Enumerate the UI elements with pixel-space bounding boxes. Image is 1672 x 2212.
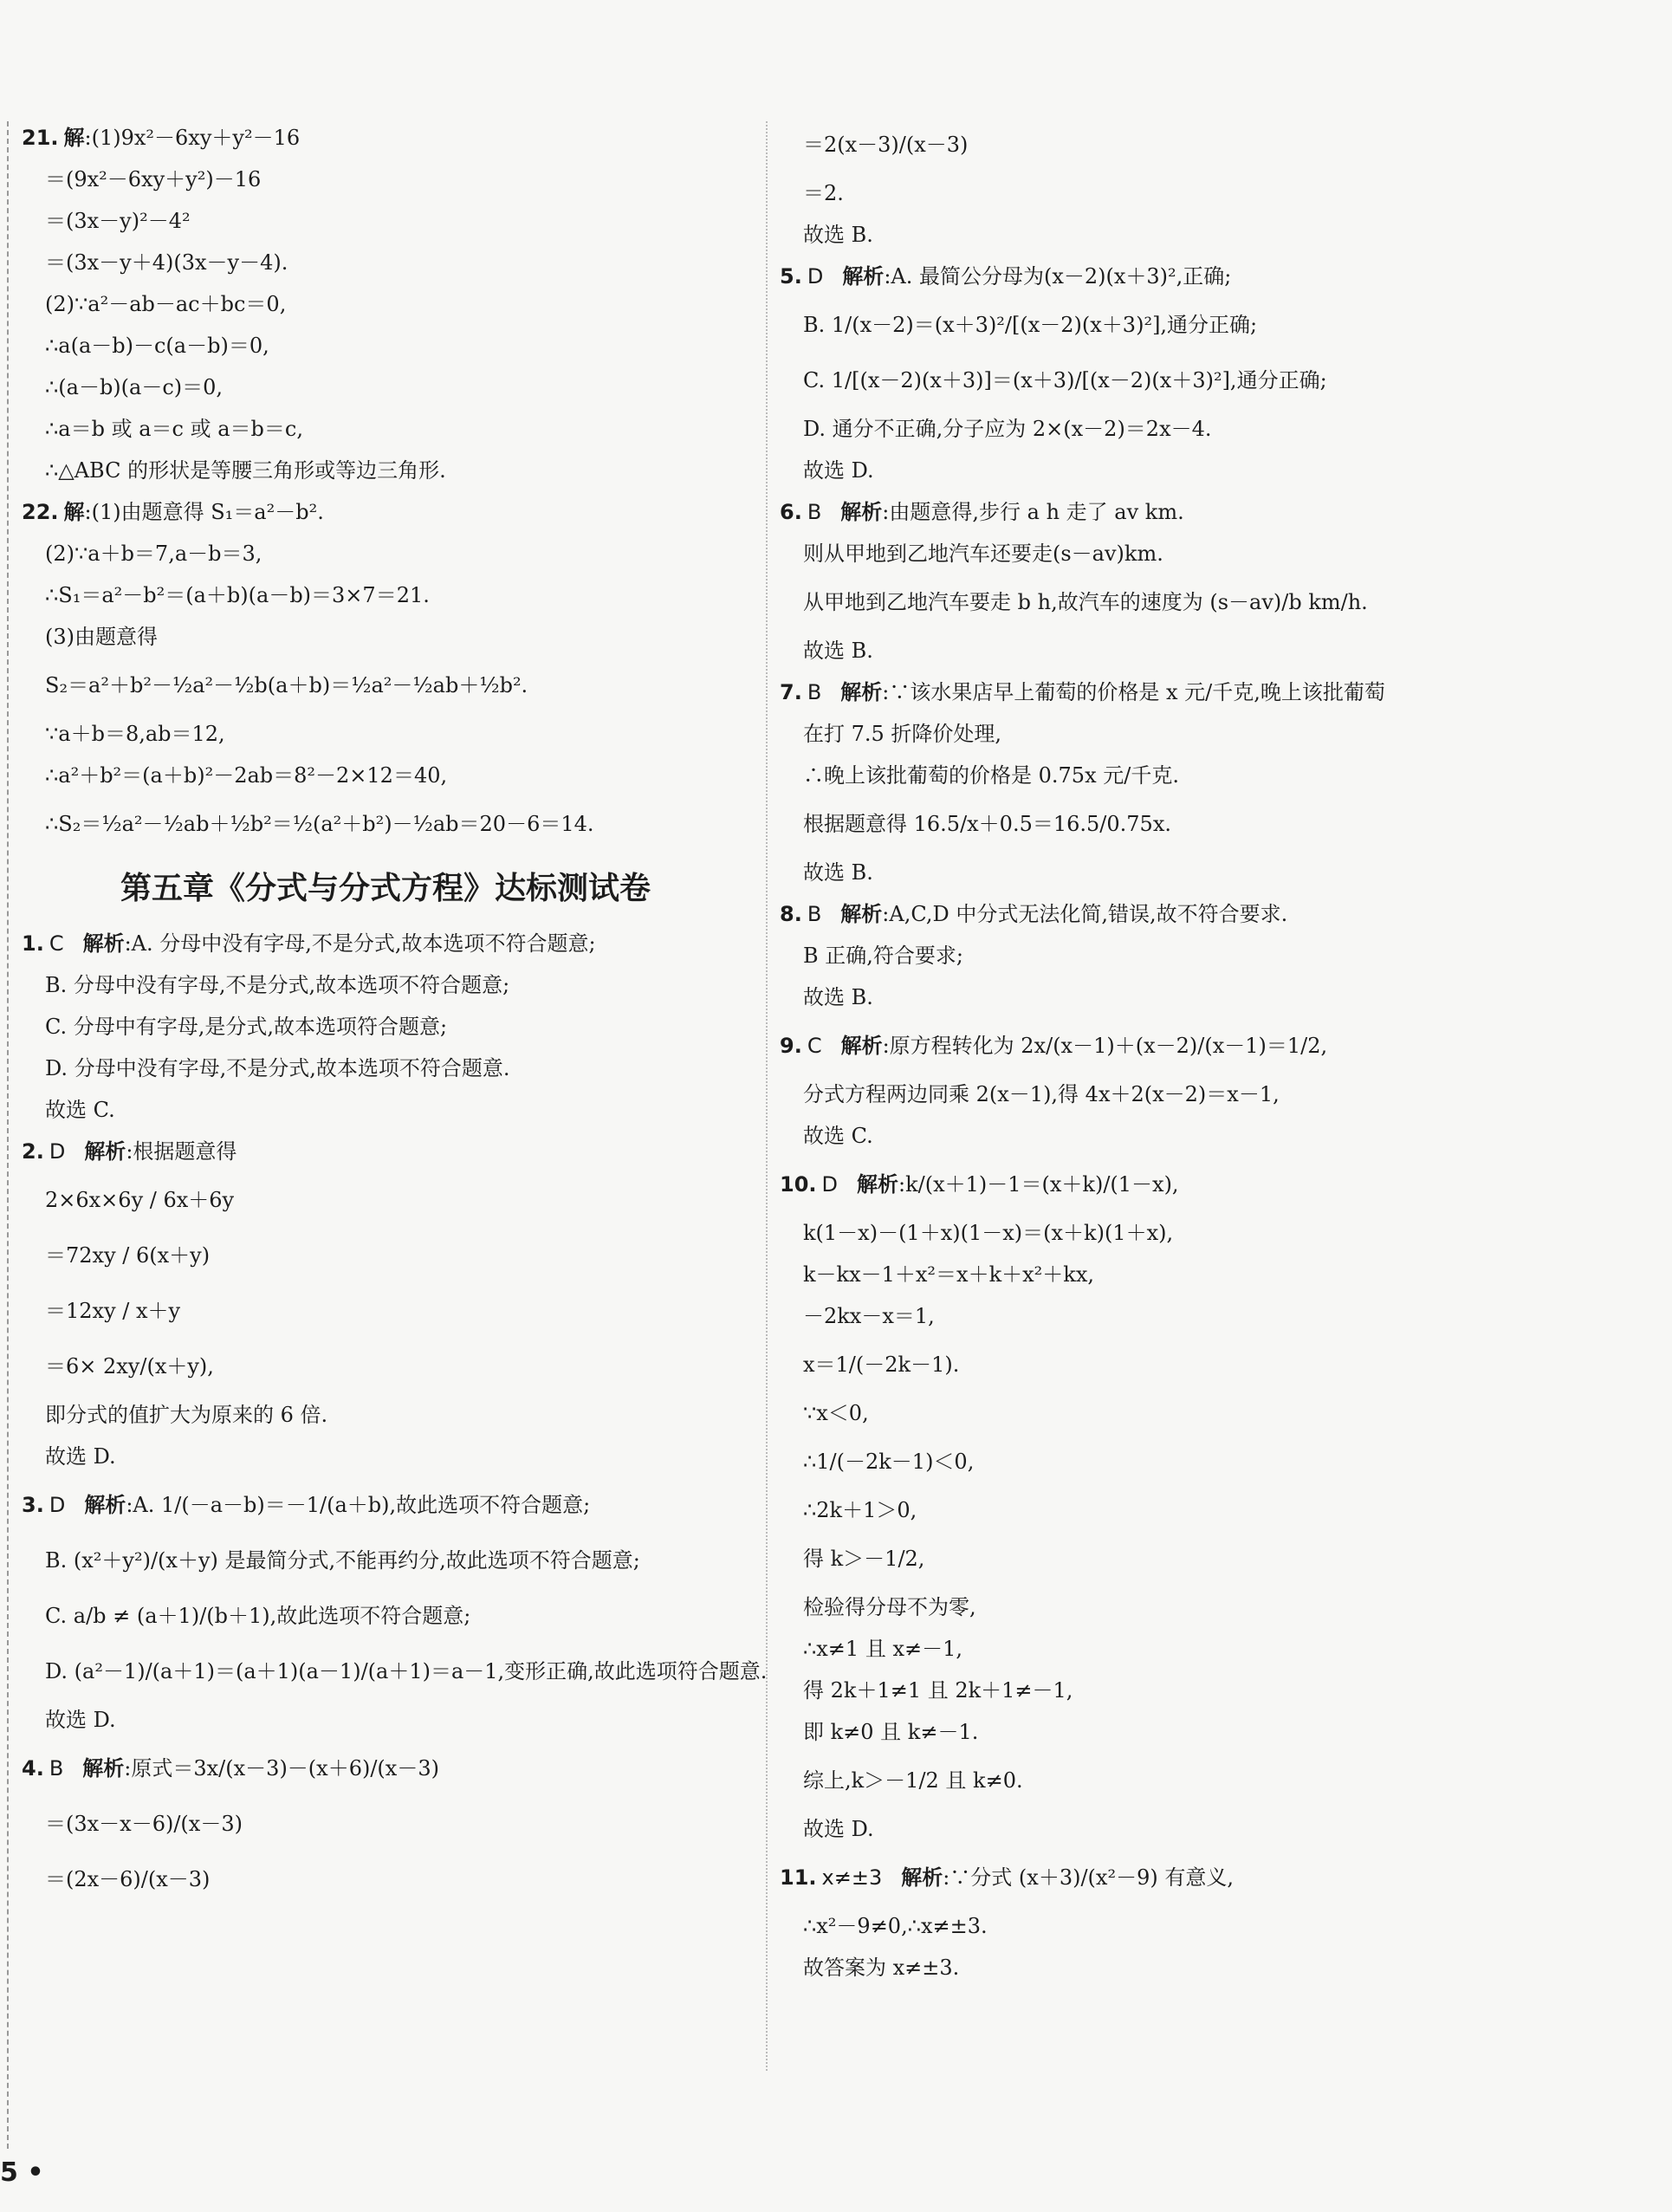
right-column xyxy=(780,117,1646,1988)
solution-line: 故选 C. xyxy=(45,1098,115,1122)
solution-line: 从甲地到乙地汽车要走 b h,故汽车的速度为 (s－av)/b km/h. xyxy=(803,590,1368,614)
question-5 xyxy=(780,256,1646,491)
solution-line: 综上,k＞－1/2 且 k≠0. xyxy=(803,1768,1023,1793)
solution-line: B. 分母中没有字母,不是分式,故本选项不符合题意; xyxy=(45,973,510,997)
solution-line: ∵a＋b＝8,ab＝12, xyxy=(45,722,225,746)
solution-line: B. (x²＋y²)/(x＋y) 是最简分式,不能再约分,故此选项不符合题意; xyxy=(45,1548,640,1573)
question-number: 11. xyxy=(780,1865,817,1890)
solution-line: －2kx－x＝1, xyxy=(803,1304,935,1328)
question-11 xyxy=(780,1850,1646,1988)
answer-choice: C xyxy=(807,1034,822,1058)
solution-line: ＝(9x²－6xy＋y²)－16 xyxy=(45,167,262,191)
solution-line: :(1)由题意得 S₁＝a²－b². xyxy=(84,500,324,524)
solution-line: ＝(3x－y)²－4² xyxy=(45,209,191,233)
analysis-label: 解析 xyxy=(840,680,883,704)
analysis-label: 解析 xyxy=(857,1172,898,1197)
question-number: 1. xyxy=(22,931,44,956)
question-number: 9. xyxy=(780,1034,802,1058)
solution-line: ∴△ABC 的形状是等腰三角形或等边三角形. xyxy=(45,458,446,483)
analysis-label: 解析 xyxy=(842,264,885,289)
solution-line: S₂＝a²＋b²－½a²－½b(a＋b)＝½a²－½ab＋½b². xyxy=(45,673,528,697)
solution-line: ＝2. xyxy=(803,181,844,205)
solution-line: k－kx－1＋x²＝x＋k＋x²＋kx, xyxy=(803,1262,1094,1287)
solution-line: D. 分母中没有字母,不是分式,故本选项不符合题意. xyxy=(45,1056,510,1080)
question-6 xyxy=(780,491,1646,671)
answer-value: x≠±3 xyxy=(821,1865,883,1890)
solution-label: 解 xyxy=(63,500,85,524)
solution-line: ＝72xy / 6(x＋y) xyxy=(45,1243,211,1268)
answer-choice: D xyxy=(49,1139,66,1164)
solution-line: 故选 B. xyxy=(803,985,873,1009)
question-9 xyxy=(780,1018,1646,1157)
solution-line: :A. 最简公分母为(x－2)(x＋3)²,正确; xyxy=(884,264,1232,289)
solution-line: (2)∵a²－ab－ac＋bc＝0, xyxy=(45,292,287,316)
chapter-title: 第五章《分式与分式方程》达标测试卷 xyxy=(120,871,651,906)
solution-line: 根据题意得 16.5/x＋0.5＝16.5/0.75x. xyxy=(803,812,1171,836)
question-number: 21. xyxy=(22,126,59,150)
solution-line: 则从甲地到乙地汽车还要走(s－av)km. xyxy=(803,542,1163,566)
solution-line: :根据题意得 xyxy=(126,1139,237,1164)
solution-line: 检验得分母不为零, xyxy=(803,1595,976,1619)
solution-line: ＝6× 2xy/(x＋y), xyxy=(45,1354,214,1378)
solution-line: ∴1/(－2k－1)＜0, xyxy=(803,1450,975,1474)
answer-choice: B xyxy=(49,1756,64,1781)
analysis-label: 解析 xyxy=(82,1756,125,1781)
solution-line: :A. 分母中没有字母,不是分式,故本选项不符合题意; xyxy=(124,931,596,956)
question-number: 6. xyxy=(780,500,802,524)
question-number: 5. xyxy=(780,264,802,289)
solution-line: ∴x≠1 且 x≠－1, xyxy=(803,1637,962,1661)
question-number: 22. xyxy=(22,500,59,524)
analysis-label: 解析 xyxy=(82,931,125,956)
question-number: 3. xyxy=(22,1493,44,1517)
solution-line: :∵该水果店早上葡萄的价格是 x 元/千克,晚上该批葡萄 xyxy=(882,680,1385,704)
solution-line: 即分式的值扩大为原来的 6 倍. xyxy=(45,1403,328,1427)
solution-line: ∵x＜0, xyxy=(803,1401,869,1425)
question-number: 7. xyxy=(780,680,802,704)
solution-line: 故答案为 x≠±3. xyxy=(803,1956,960,1980)
question-number: 4. xyxy=(22,1756,44,1781)
question-3 xyxy=(22,1477,768,1741)
solution-line: :原式＝3x/(x－3)－(x＋6)/(x－3) xyxy=(124,1756,439,1781)
solution-line: 故选 B. xyxy=(803,860,873,885)
solution-label: 解 xyxy=(63,126,85,150)
analysis-label: 解析 xyxy=(84,1139,126,1164)
solution-line: :由题意得,步行 a h 走了 av km. xyxy=(882,500,1184,524)
solution-line: 2×6x×6y / 6x＋6y xyxy=(45,1188,235,1212)
question-1 xyxy=(22,923,749,1131)
solution-line: 故选 D. xyxy=(45,1708,116,1732)
solution-line: ∴2k＋1＞0, xyxy=(803,1498,917,1522)
answer-choice: B xyxy=(807,500,822,524)
analysis-label: 解析 xyxy=(84,1493,126,1517)
question-number: 10. xyxy=(780,1172,817,1197)
solution-line: 得 k＞－1/2, xyxy=(803,1547,925,1571)
solution-line: 故选 C. xyxy=(803,1124,873,1148)
question-number: 8. xyxy=(780,902,802,926)
solution-line: ∴a(a－b)－c(a－b)＝0, xyxy=(45,334,269,358)
solution-line: 故选 D. xyxy=(803,458,874,483)
analysis-label: 解析 xyxy=(901,1865,943,1890)
solution-line: C. a/b ≠ (a＋1)/(b＋1),故此选项不符合题意; xyxy=(45,1604,471,1628)
solution-line: ＝(2x－6)/(x－3) xyxy=(45,1867,211,1891)
column-divider xyxy=(766,121,768,2071)
solution-line: 故选 B. xyxy=(803,639,873,663)
question-7 xyxy=(780,671,1646,893)
solution-line: C. 分母中有字母,是分式,故本选项符合题意; xyxy=(45,1015,448,1039)
question-22 xyxy=(22,491,749,852)
solution-line: D. (a²－1)/(a＋1)＝(a＋1)(a－1)/(a＋1)＝a－1,变形正确,故此选项符合题意. xyxy=(45,1659,768,1683)
question-4-continued xyxy=(780,117,1646,256)
answer-choice: C xyxy=(49,931,64,956)
solution-line: 即 k≠0 且 k≠－1. xyxy=(803,1720,979,1744)
question-4 xyxy=(22,1741,749,1907)
left-column xyxy=(22,117,768,1907)
solution-line: ∴S₁＝a²－b²＝(a＋b)(a－b)＝3×7＝21. xyxy=(45,583,430,607)
solution-line: ∴(a－b)(a－c)＝0, xyxy=(45,375,224,399)
solution-line: ＝(3x－y＋4)(3x－y－4). xyxy=(45,250,288,275)
binding-margin-line xyxy=(7,121,9,2149)
solution-line: B 正确,符合要求; xyxy=(803,944,963,968)
solution-line: 故选 D. xyxy=(803,1817,874,1841)
solution-line: :(1)9x²－6xy＋y²－16 xyxy=(84,126,301,150)
analysis-label: 解析 xyxy=(840,500,883,524)
solution-line: ∴晚上该批葡萄的价格是 0.75x 元/千克. xyxy=(803,763,1179,788)
question-21 xyxy=(22,117,749,491)
solution-line: ＝12xy / x＋y xyxy=(45,1299,181,1323)
solution-line: 得 2k＋1≠1 且 2k＋1≠－1, xyxy=(803,1678,1073,1703)
answer-choice: D xyxy=(49,1493,66,1517)
solution-line: C. 1/[(x－2)(x＋3)]＝(x＋3)/[(x－2)(x＋3)²],通分正确; xyxy=(803,368,1327,392)
solution-line: 故选 B. xyxy=(803,223,873,247)
solution-line: :∵分式 (x＋3)/(x²－9) 有意义, xyxy=(943,1865,1234,1890)
solution-line: (3)由题意得 xyxy=(45,625,158,649)
solution-line: (2)∵a＋b＝7,a－b＝3, xyxy=(45,542,262,566)
question-2 xyxy=(22,1131,749,1477)
solution-line: ∴a²＋b²＝(a＋b)²－2ab＝8²－2×12＝40, xyxy=(45,763,448,788)
solution-line: :原方程转化为 2x/(x－1)＋(x－2)/(x－1)＝1/2, xyxy=(882,1034,1328,1058)
solution-line: :A. 1/(－a－b)＝－1/(a＋b),故此选项不符合题意; xyxy=(126,1493,591,1517)
solution-line: 故选 D. xyxy=(45,1444,116,1469)
question-number: 2. xyxy=(22,1139,44,1164)
solution-line: ∴S₂＝½a²－½ab＋½b²＝½(a²＋b²)－½ab＝20－6＝14. xyxy=(45,812,594,836)
solution-line: ＝(3x－x－6)/(x－3) xyxy=(45,1812,243,1836)
solution-line: :k/(x＋1)－1＝(x＋k)/(1－x), xyxy=(898,1172,1179,1197)
solution-line: D. 通分不正确,分子应为 2×(x－2)＝2x－4. xyxy=(803,417,1212,441)
solution-line: 分式方程两边同乘 2(x－1),得 4x＋2(x－2)＝x－1, xyxy=(803,1082,1280,1106)
answer-choice: B xyxy=(807,680,822,704)
solution-line: k(1－x)－(1＋x)(1－x)＝(x＋k)(1＋x), xyxy=(803,1221,1174,1245)
solution-line: B. 1/(x－2)＝(x＋3)²/[(x－2)(x＋3)²],通分正确; xyxy=(803,313,1258,337)
solution-line: 在打 7.5 折降价处理, xyxy=(803,722,1002,746)
question-10 xyxy=(780,1157,1646,1850)
solution-line: x＝1/(－2k－1). xyxy=(803,1352,960,1377)
solution-line: :A,C,D 中分式无法化简,错误,故不符合要求. xyxy=(882,902,1288,926)
answer-choice: B xyxy=(807,902,822,926)
page-number: 5 • xyxy=(0,2157,44,2188)
answer-choice: D xyxy=(807,264,824,289)
answer-choice: D xyxy=(821,1172,838,1197)
analysis-label: 解析 xyxy=(840,902,883,926)
solution-line: ＝2(x－3)/(x－3) xyxy=(803,133,969,157)
analysis-label: 解析 xyxy=(840,1034,883,1058)
question-8 xyxy=(780,893,1646,1018)
solution-line: ∴x²－9≠0,∴x≠±3. xyxy=(803,1914,988,1938)
solution-line: ∴a＝b 或 a＝c 或 a＝b＝c, xyxy=(45,417,303,441)
